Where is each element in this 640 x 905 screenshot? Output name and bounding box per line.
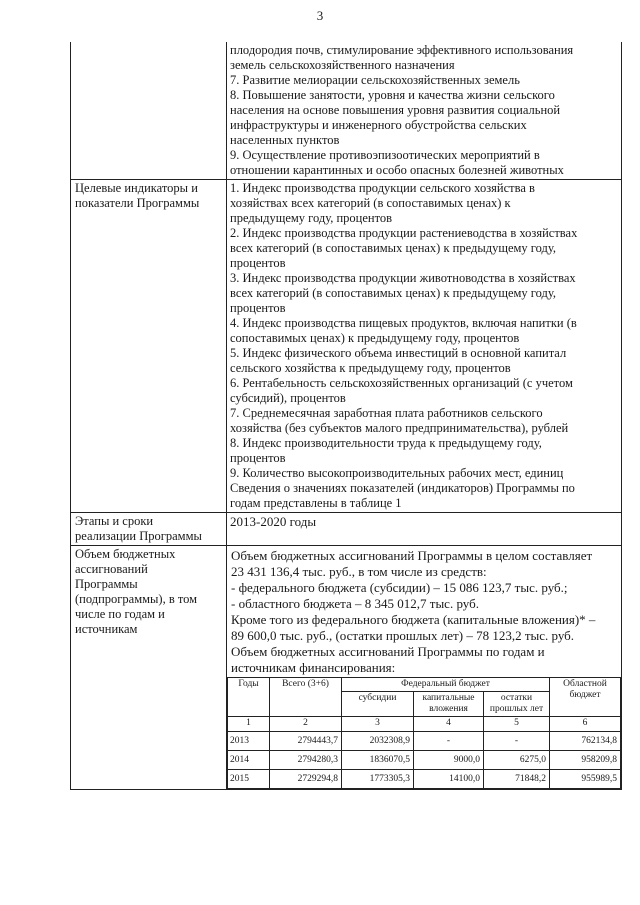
label-line: ассигнований (75, 562, 148, 576)
subsidies-cell: 1773305,3 (342, 770, 414, 789)
text-line: процентов (230, 256, 286, 270)
text-line: Сведения о значениях показателей (индикаторов) Программы по (230, 481, 575, 495)
text-line: 7. Среднемесячная заработная плата работников сельского (230, 406, 543, 420)
text-line: населенных пунктов (230, 133, 340, 147)
text-line: 9. Количество высокопроизводительных рабочих мест, единиц (230, 466, 564, 480)
total-cell: 2729294,8 (270, 770, 342, 789)
budget-label (71, 546, 227, 790)
header-total: Всего (3+6) (270, 678, 342, 717)
text-line: 1. Индекс производства продукции сельского хозяйства в (230, 181, 535, 195)
capital-cell: - (414, 732, 484, 751)
subsidies-cell: 1836070,5 (342, 751, 414, 770)
regional-cell: 955989,5 (550, 770, 621, 789)
label-line: Программы (75, 577, 138, 591)
header-regional: Областной бюджет (550, 678, 621, 717)
capital-cell: 9000,0 (414, 751, 484, 770)
text-line: всех категорий (в сопоставимых ценах) к предыдущему году, (230, 286, 557, 300)
text-line: 7. Развитие мелиорации сельскохозяйственных земель (230, 73, 520, 87)
capital-cell: 14100,0 (414, 770, 484, 789)
text-line: 5. Индекс физического объема инвестиций в основной капитал (230, 346, 567, 360)
goals-continuation-cell (227, 42, 622, 180)
text-line: источникам финансирования: (231, 660, 396, 675)
header-federal: Федеральный бюджет (342, 678, 550, 692)
text-line: 89 600,0 тыс. руб., (остатки прошлых лет) – 78 123,2 тыс. руб. (231, 628, 575, 643)
text-line: 6. Рентабельность сельскохозяйственных организаций (с учетом (230, 376, 573, 390)
header-years: Годы (228, 678, 270, 717)
header-remainders: остатки прошлых лет (484, 692, 550, 717)
remainders-cell: - (484, 732, 550, 751)
total-cell: 2794280,3 (270, 751, 342, 770)
remainders-cell: 71848,2 (484, 770, 550, 789)
subsidies-cell: 2032308,9 (342, 732, 414, 751)
label-line: Этапы и сроки (75, 514, 154, 528)
text-line: Объем бюджетных ассигнований Программы в целом составляет (231, 548, 593, 563)
empty-label-cell (71, 42, 227, 180)
table-row (228, 770, 621, 789)
index-cell: 3 (342, 717, 414, 732)
label-line: реализации Программы (75, 529, 202, 543)
label-line: источникам (75, 622, 138, 636)
fin-header-row (228, 678, 621, 692)
remainders-cell: 6275,0 (484, 751, 550, 770)
text-line: всех категорий (в сопоставимых ценах) к предыдущему году, (230, 241, 557, 255)
text-line: субсидий), процентов (230, 391, 346, 405)
year-cell: 2013 (228, 732, 270, 751)
stages-value: 2013-2020 годы (227, 513, 622, 546)
budget-row (71, 546, 622, 790)
text-line: 9. Осуществление противоэпизоотических мероприятий в (230, 148, 540, 162)
text-line: населения на основе повышения уровня развития социальной (230, 103, 561, 117)
text-line: плодородия почв, стимулирование эффективного использования (230, 43, 574, 57)
text-line: инфраструктуры и инженерного обустройства сельских (230, 118, 527, 132)
text-line: Объем бюджетных ассигнований Программы по годам и (231, 644, 545, 659)
text-line: сельского хозяйства к предыдущему году, процентов (230, 361, 511, 375)
label-line: показатели Программы (75, 196, 200, 210)
text-line: хозяйства (без субъектов малого предпринимательства), рублей (230, 421, 569, 435)
text-line: процентов (230, 301, 286, 315)
text-line: - областного бюджета – 8 345 012,7 тыс. руб. (231, 596, 479, 611)
index-cell: 2 (270, 717, 342, 732)
label-line: числе по годам и (75, 607, 165, 621)
financing-table (227, 677, 621, 789)
header-subsidies: субсидии (342, 692, 414, 717)
index-cell: 6 (550, 717, 621, 732)
regional-cell: 958209,8 (550, 751, 621, 770)
regional-cell: 762134,8 (550, 732, 621, 751)
label-line: (подпрограммы), в том (75, 592, 198, 606)
label-line: Целевые индикаторы и (75, 181, 198, 195)
text-line: 2. Индекс производства продукции растениеводства в хозяйствах (230, 226, 578, 240)
year-cell: 2014 (228, 751, 270, 770)
text-line: сопоставимых ценах) к предыдущему году, процентов (230, 331, 520, 345)
table-row (228, 751, 621, 770)
text-line: - федерального бюджета (субсидии) – 15 086 123,7 тыс. руб.; (231, 580, 568, 595)
page-number: 3 (316, 8, 324, 23)
budget-text (227, 548, 621, 676)
text-line: хозяйствах всех категорий (в сопоставимых ценах) к (230, 196, 511, 210)
indicators-list (227, 180, 622, 513)
text-line: 23 431 136,4 тыс. руб., в том числе из средств: (231, 564, 487, 579)
index-cell: 5 (484, 717, 550, 732)
header-capital: капитальные вложения (414, 692, 484, 717)
indicators-label (71, 180, 227, 513)
index-cell: 1 (228, 717, 270, 732)
text-line: отношении карантинных и особо опасных болезней животных (230, 163, 564, 177)
text-line: годам представлены в таблице 1 (230, 496, 402, 510)
index-cell: 4 (414, 717, 484, 732)
table-row (228, 732, 621, 751)
text-line: 8. Повышение занятости, уровня и качества жизни сельского (230, 88, 555, 102)
stages-label (71, 513, 227, 546)
text-line: Кроме того из федерального бюджета (капитальные вложения)* – (231, 612, 596, 627)
text-line: 3. Индекс производства продукции животноводства в хозяйствах (230, 271, 576, 285)
stages-row (71, 513, 622, 546)
text-line: 8. Индекс производительности труда к предыдущему году, (230, 436, 542, 450)
text-line: процентов (230, 451, 286, 465)
program-passport-table (70, 42, 622, 790)
text-line: предыдущему году, процентов (230, 211, 393, 225)
label-line: Объем бюджетных (75, 547, 176, 561)
text-line: 4. Индекс производства пищевых продуктов, включая напитки (в (230, 316, 577, 330)
year-cell: 2015 (228, 770, 270, 789)
fin-index-row (228, 717, 621, 732)
goals-continuation-row (71, 42, 622, 180)
text-line: земель сельскохозяйственного назначения (230, 58, 455, 72)
budget-content (227, 546, 622, 790)
indicators-row (71, 180, 622, 513)
total-cell: 2794443,7 (270, 732, 342, 751)
